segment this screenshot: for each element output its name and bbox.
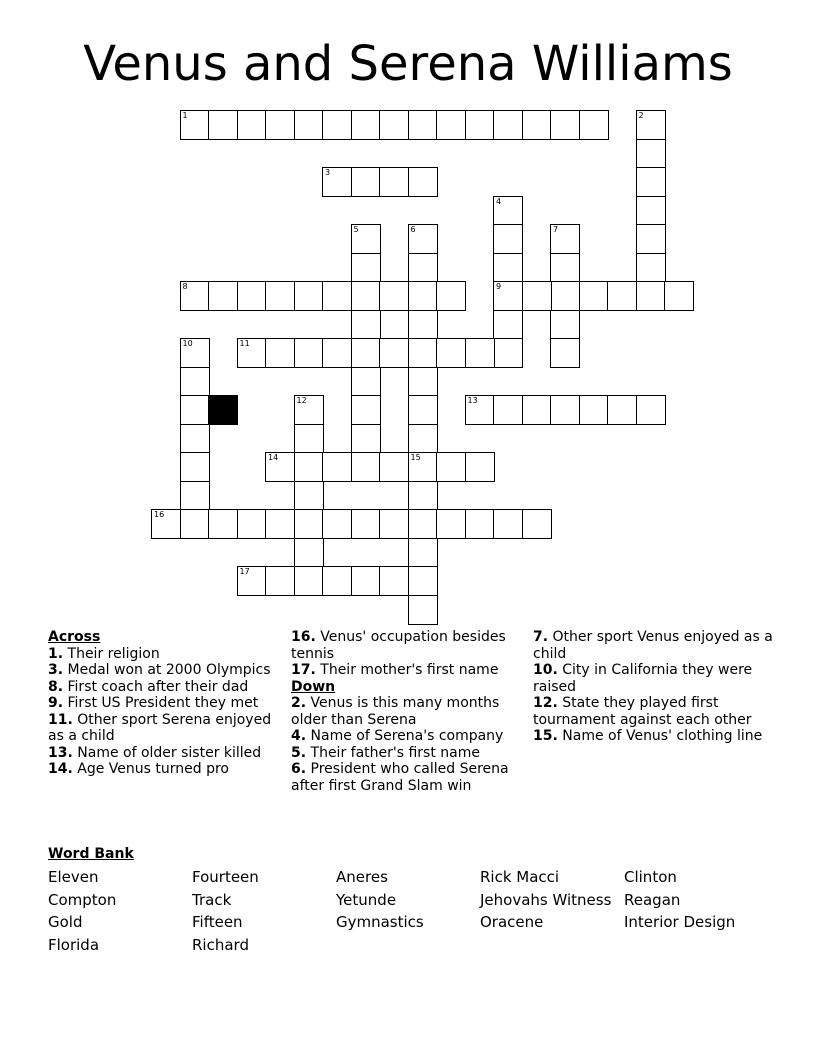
grid-cell[interactable] [579, 281, 609, 311]
grid-cell[interactable] [579, 395, 609, 425]
black-cell [208, 395, 238, 425]
grid-cell[interactable] [237, 281, 267, 311]
grid-cell[interactable] [294, 395, 324, 425]
clue-number: 5. [291, 744, 307, 761]
grid-cell[interactable] [351, 452, 381, 482]
grid-cell[interactable] [294, 481, 324, 511]
clue-number: 15. [533, 728, 558, 744]
grid-cell[interactable] [436, 110, 466, 140]
cell-number: 11 [239, 339, 250, 348]
clue-item [533, 629, 773, 662]
grid-cell[interactable] [180, 424, 210, 454]
clue-text: Other sport Venus enjoyed as a child [533, 629, 773, 662]
word-bank-item: Eleven [48, 868, 99, 886]
grid-cell[interactable] [379, 338, 409, 368]
grid-cell[interactable] [408, 224, 438, 254]
grid-cell[interactable] [408, 424, 438, 454]
grid-cell[interactable] [408, 566, 438, 596]
grid-cell[interactable] [408, 253, 438, 283]
grid-cell[interactable] [493, 395, 523, 425]
word-bank-item: Track [192, 890, 232, 909]
grid-cell[interactable] [636, 196, 666, 226]
grid-cell[interactable] [265, 338, 295, 368]
clue-text: Other sport Serena enjoyed as a child [48, 711, 272, 744]
grid-cell[interactable] [379, 509, 409, 539]
grid-cell[interactable] [237, 566, 267, 596]
grid-cell[interactable] [351, 367, 381, 397]
cell-number: 15 [410, 453, 421, 462]
grid-cell[interactable] [294, 338, 324, 368]
clue-item [48, 761, 283, 778]
clue-item [533, 695, 773, 728]
word-bank-item: Richard [192, 936, 249, 955]
clue-item [291, 728, 521, 745]
grid-cell[interactable] [294, 566, 324, 596]
grid-cell[interactable] [265, 281, 295, 311]
grid-cell[interactable] [322, 167, 352, 197]
clue-number: 12. [533, 695, 558, 711]
grid-cell[interactable] [493, 509, 523, 539]
word-bank-item: Jehovahs Witness [480, 890, 612, 909]
grid-cell[interactable] [408, 367, 438, 397]
grid-cell[interactable] [465, 509, 495, 539]
grid-cell[interactable] [265, 452, 295, 482]
grid-cell[interactable] [351, 110, 381, 140]
cell-number: 10 [182, 339, 193, 348]
clue-number: 7. [533, 629, 549, 645]
word-bank-item: Fourteen [192, 868, 259, 886]
word-bank-item: Florida [48, 936, 100, 955]
grid-cell[interactable] [294, 509, 324, 539]
grid-cell[interactable] [379, 452, 409, 482]
grid-cell[interactable] [294, 452, 324, 482]
clue-number: 4. [291, 728, 307, 744]
clue-item [533, 728, 773, 745]
word-bank-item: Clinton [624, 868, 677, 886]
cell-number: 14 [268, 453, 279, 462]
cell-number: 9 [496, 282, 502, 291]
clues-column-2 [291, 629, 521, 794]
clue-item [48, 679, 283, 696]
grid-cell[interactable] [322, 452, 352, 482]
word-bank-item: Interior Design [624, 913, 736, 932]
clue-number: 11. [48, 711, 73, 728]
clue-text: Venus is this many months older than Serena [291, 695, 500, 728]
grid-cell[interactable] [351, 509, 381, 539]
word-bank-item: Gymnastics [336, 913, 424, 932]
grid-cell[interactable] [180, 509, 210, 539]
grid-cell[interactable] [351, 224, 381, 254]
clues-column-3 [533, 629, 773, 745]
grid-cell[interactable] [322, 281, 352, 311]
grid-cell[interactable] [408, 538, 438, 568]
grid-cell[interactable] [180, 481, 210, 511]
grid-cell[interactable] [237, 509, 267, 539]
grid-cell[interactable] [180, 338, 210, 368]
grid-cell[interactable] [636, 139, 666, 169]
clue-text: Name of Venus' clothing line [557, 728, 763, 744]
word-bank-item: Compton [48, 890, 117, 909]
across-header: Across [48, 629, 101, 645]
grid-cell[interactable] [664, 281, 694, 311]
clue-item [291, 761, 521, 794]
clue-text: Name of older sister killed [72, 744, 262, 761]
grid-cell[interactable] [237, 110, 267, 140]
grid-cell[interactable] [550, 253, 580, 283]
grid-cell[interactable] [208, 509, 238, 539]
grid-cell[interactable] [465, 395, 495, 425]
clue-text: President who called Serena after first Grand Slam win [291, 761, 509, 794]
grid-cell[interactable] [550, 224, 580, 254]
clue-text: Their religion [63, 645, 160, 662]
grid-cell[interactable] [436, 452, 466, 482]
grid-cell[interactable] [294, 110, 324, 140]
grid-cell[interactable] [522, 395, 552, 425]
grid-cell[interactable] [522, 509, 552, 539]
clue-item [533, 662, 773, 695]
grid-cell[interactable] [379, 566, 409, 596]
clue-number: 6. [291, 761, 307, 777]
grid-cell[interactable] [493, 224, 523, 254]
grid-cell[interactable] [265, 566, 295, 596]
cell-number: 13 [467, 396, 478, 405]
grid-cell[interactable] [294, 538, 324, 568]
grid-cell[interactable] [408, 310, 438, 340]
cell-number: 12 [296, 396, 307, 405]
grid-cell[interactable] [465, 452, 495, 482]
clue-number: 1. [48, 645, 64, 662]
cell-number: 7 [553, 225, 559, 234]
clue-number: 13. [48, 744, 73, 761]
grid-cell[interactable] [550, 338, 580, 368]
grid-cell[interactable] [408, 110, 438, 140]
grid-cell[interactable] [408, 595, 438, 625]
grid-cell[interactable] [294, 281, 324, 311]
clue-text: Their mother's first name [315, 662, 499, 678]
grid-cell[interactable] [408, 395, 438, 425]
grid-cell[interactable] [322, 509, 352, 539]
grid-cell[interactable] [322, 566, 352, 596]
cell-number: 6 [410, 225, 416, 234]
clue-item [291, 662, 521, 679]
grid-cell[interactable] [493, 310, 523, 340]
grid-cell[interactable] [322, 338, 352, 368]
grid-cell[interactable] [379, 110, 409, 140]
grid-cell[interactable] [180, 452, 210, 482]
clue-number: 3. [48, 662, 64, 678]
clue-number: 9. [48, 695, 64, 711]
grid-cell[interactable] [636, 224, 666, 254]
word-bank-header: Word Bank [48, 846, 134, 862]
grid-cell[interactable] [408, 167, 438, 197]
cell-number: 2 [638, 111, 644, 120]
word-bank-item: Fifteen [192, 913, 243, 932]
grid-cell[interactable] [436, 509, 466, 539]
grid-cell[interactable] [465, 338, 495, 368]
grid-cell[interactable] [180, 110, 210, 140]
clue-text: Their father's first name [306, 744, 480, 761]
grid-cell[interactable] [493, 196, 523, 226]
cell-number: 1 [182, 111, 188, 120]
grid-cell[interactable] [351, 424, 381, 454]
clue-text: State they played first tournament against each other [533, 695, 752, 728]
cell-number: 16 [154, 510, 165, 519]
cell-number: 8 [182, 282, 188, 291]
word-bank-item: Yetunde [336, 890, 397, 909]
grid-cell[interactable] [550, 110, 580, 140]
clue-number: 14. [48, 761, 73, 777]
grid-cell[interactable] [408, 281, 438, 311]
grid-cell[interactable] [607, 395, 637, 425]
grid-cell[interactable] [351, 338, 381, 368]
grid-cell[interactable] [351, 253, 381, 283]
cell-number: 3 [325, 168, 331, 177]
clue-item [48, 712, 283, 745]
grid-cell[interactable] [550, 395, 580, 425]
grid-cell[interactable] [408, 481, 438, 511]
grid-cell[interactable] [522, 110, 552, 140]
grid-cell[interactable] [636, 167, 666, 197]
grid-cell[interactable] [607, 281, 637, 311]
clue-number: 2. [291, 695, 307, 711]
cell-number: 17 [239, 567, 250, 576]
grid-cell[interactable] [151, 509, 181, 539]
word-bank [48, 846, 788, 955]
clue-item [48, 646, 283, 663]
grid-cell[interactable] [180, 367, 210, 397]
grid-cell[interactable] [636, 110, 666, 140]
grid-cell[interactable] [550, 281, 580, 311]
grid-cell[interactable] [636, 253, 666, 283]
clue-number: 17. [291, 662, 316, 678]
grid-cell[interactable] [493, 338, 523, 368]
grid-cell[interactable] [379, 281, 409, 311]
clue-number: 16. [291, 629, 316, 645]
grid-cell[interactable] [351, 310, 381, 340]
word-bank-item: Aneres [336, 868, 388, 886]
clue-text: Name of Serena's company [306, 728, 504, 744]
grid-cell[interactable] [180, 281, 210, 311]
grid-cell[interactable] [208, 281, 238, 311]
grid-cell[interactable] [579, 110, 609, 140]
down-header: Down [291, 678, 336, 695]
grid-cell[interactable] [522, 281, 552, 311]
grid-cell[interactable] [408, 509, 438, 539]
clue-text: City in California they were raised [533, 662, 753, 695]
clue-number: 10. [533, 662, 558, 678]
clue-item [48, 662, 283, 679]
clue-item [48, 695, 283, 712]
word-bank-item: Reagan [624, 890, 681, 909]
cell-number: 4 [496, 196, 502, 206]
grid-cell[interactable] [408, 338, 438, 368]
cell-number: 5 [353, 225, 359, 234]
clue-item [291, 745, 521, 762]
clue-item [48, 745, 283, 762]
clue-text: First US President they met [63, 695, 259, 711]
grid-cell[interactable] [351, 566, 381, 596]
grid-cell[interactable] [465, 110, 495, 140]
grid-cell[interactable] [408, 452, 438, 482]
grid-cell[interactable] [379, 167, 409, 197]
grid-cell[interactable] [493, 281, 523, 311]
word-bank-item: Gold [48, 913, 83, 932]
clue-item [291, 695, 521, 728]
grid-cell[interactable] [180, 395, 210, 425]
grid-cell[interactable] [436, 281, 466, 311]
grid-cell[interactable] [351, 395, 381, 425]
grid-cell[interactable] [294, 424, 324, 454]
grid-cell[interactable] [265, 110, 295, 140]
grid-cell[interactable] [493, 110, 523, 140]
clue-text: Medal won at 2000 Olympics [63, 662, 271, 678]
word-bank-item: Rick Macci [480, 868, 560, 886]
clue-number: 8. [48, 678, 64, 695]
word-bank-item: Oracene [480, 913, 544, 932]
grid-cell[interactable] [208, 110, 238, 140]
clue-text: Venus' occupation besides tennis [291, 629, 506, 662]
grid-cell[interactable] [436, 338, 466, 368]
clues-column-1 [48, 629, 283, 778]
grid-cell[interactable] [265, 509, 295, 539]
grid-cell[interactable] [493, 253, 523, 283]
puzzle-title: Venus and Serena Williams [83, 36, 733, 92]
grid-cell[interactable] [636, 281, 666, 311]
grid-cell[interactable] [636, 395, 666, 425]
clue-item [291, 629, 521, 662]
grid-cell[interactable] [550, 310, 580, 340]
grid-cell[interactable] [351, 167, 381, 197]
clue-text: Age Venus turned pro [72, 761, 229, 777]
grid-cell[interactable] [351, 281, 381, 311]
clue-text: First coach after their dad [63, 678, 249, 695]
grid-cell[interactable] [322, 110, 352, 140]
grid-cell[interactable] [237, 338, 267, 368]
